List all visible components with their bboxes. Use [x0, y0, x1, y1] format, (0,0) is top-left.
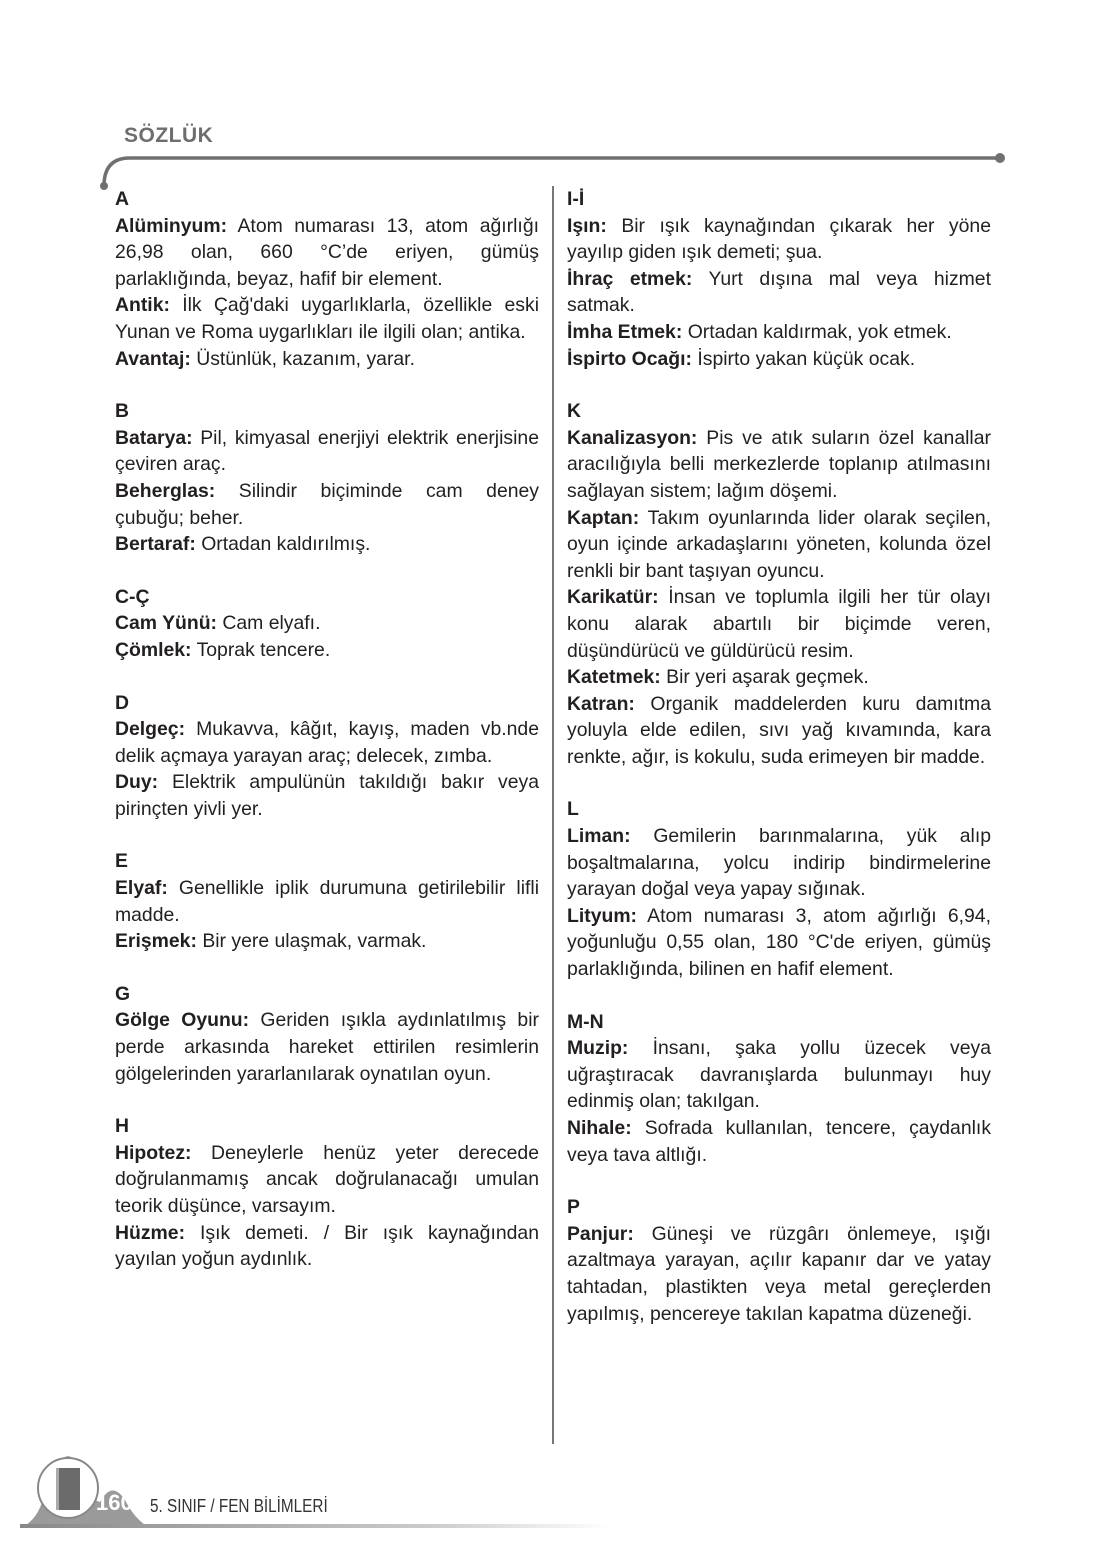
entry-definition: Gemilerin barınmalarına, yük alıp boşaltmalarına, yolcu indirip bindirmelerine yarayan doğal veya yapay sığınak. — [567, 825, 991, 901]
footer-rule — [20, 1524, 610, 1528]
glossary-entry — [567, 1221, 991, 1327]
entry-definition: İlk Çağ'daki uygarlıklarla, özellikle eski Yunan ve Roma uygarlıkları ile ilgili olan; antika. — [115, 294, 540, 343]
glossary-entry — [115, 928, 539, 955]
entry-definition: İnsan ve toplumla ilgili her tür olayı konu alarak abartılı bir biçimde veren, düşündürücü ve güldürücü resim. — [567, 586, 991, 662]
entry-term: Alüminyum: — [115, 214, 228, 237]
left-column — [115, 186, 539, 1299]
glossary-entry — [115, 425, 539, 478]
entry-term: İspirto Ocağı: — [567, 347, 692, 370]
glossary-entry — [567, 319, 991, 346]
entry-definition: Takım oyunlarında lider olarak seçilen, oyun içinde arkadaşlarını yöneten, kolunda özel renkli bir bant taşıyan oyuncu. — [567, 506, 991, 582]
section-letter: P — [567, 1196, 580, 1219]
glossary-entry — [115, 213, 539, 293]
glossary-entry — [567, 1115, 991, 1168]
glossary-entry — [567, 505, 991, 585]
letter-section — [115, 584, 539, 664]
entry-definition: Toprak tencere. — [196, 638, 331, 661]
glossary-entry — [567, 691, 991, 771]
entry-definition: Genellikle iplik durumuna getirilebilir lifli madde. — [115, 877, 540, 926]
header-rule — [0, 0, 1106, 200]
section-letter: E — [115, 850, 128, 873]
section-letter: C-Ç — [115, 585, 150, 608]
course-label: 5. SINIF / FEN BİLİMLERİ — [150, 1496, 328, 1516]
entry-definition: İspirto yakan küçük ocak. — [697, 347, 916, 370]
entry-definition: Ortadan kaldırılmış. — [201, 533, 371, 556]
entry-term: Hüzme: — [115, 1221, 186, 1244]
entry-term: Delgeç: — [115, 718, 186, 741]
letter-section — [115, 981, 539, 1087]
entry-definition: Atom numarası 3, atom ağırlığı 6,94, yoğunluğu 0,55 olan, 180 °C'de eriyen, gümüş parlaklığında, bilinen en hafif element. — [567, 904, 991, 981]
glossary-entry — [115, 637, 539, 664]
entry-definition: Cam elyafı. — [222, 612, 321, 635]
page-title: SÖZLÜK — [124, 124, 214, 147]
page-number: 160 — [96, 1490, 133, 1515]
glossary-entry — [115, 610, 539, 637]
entry-term: Muzip: — [567, 1037, 629, 1060]
glossary-entry — [567, 346, 991, 373]
letter-section — [115, 1113, 539, 1273]
glossary-entry — [567, 823, 991, 903]
entry-term: Karikatür: — [567, 586, 659, 609]
glossary-entry — [567, 1035, 991, 1115]
entry-definition: Bir ışık kaynağından çıkarak her yöne yayılıp giden ışık demeti; şua. — [567, 214, 991, 264]
entry-definition: Ortadan kaldırmak, yok etmek. — [687, 320, 952, 343]
entry-term: Beherglas: — [115, 479, 216, 502]
glossary-entry — [115, 716, 539, 769]
entry-term: Gölge Oyunu: — [115, 1009, 250, 1032]
entry-definition: Üstünlük, kazanım, yarar. — [196, 347, 415, 370]
section-letter: D — [115, 691, 130, 714]
entry-term: Kaptan: — [567, 506, 640, 529]
entry-term: Katran: — [567, 692, 635, 715]
entry-definition: Geriden ışıkla aydınlatılmış bir perde arkasında hareket ettirilen resimlerin gölgelerinden yararlanılarak oynatılan oyun. — [115, 1009, 539, 1085]
entry-definition: Yurt dışına mal veya hizmet satmak. — [567, 267, 991, 317]
entry-definition: Pis ve atık suların özel kanallar aracılığıyla belli merkezlerde toplanıp atılmasını sağlayan sistem; lağım döşemi. — [567, 426, 991, 502]
entry-term: Liman: — [567, 825, 631, 848]
entry-term: Antik: — [115, 294, 170, 317]
entry-term: Kanalizasyon: — [567, 426, 698, 449]
entry-definition: Organik maddelerden kuru damıtma yoluyla elde edilen, sıvı yağ kıvamında, kara renkte, ağır, is kokulu, suda erimeyen bir madde. — [567, 692, 991, 768]
glossary-entry — [567, 903, 991, 983]
glossary-entry — [567, 266, 991, 319]
entry-term: Batarya: — [115, 426, 193, 449]
entry-term: Çömlek: — [115, 638, 192, 661]
glossary-entry — [115, 769, 539, 822]
entry-definition: Işık demeti. / Bir ışık kaynağından yayılan yoğun aydınlık. — [115, 1221, 539, 1271]
right-column — [567, 186, 991, 1353]
letter-section — [567, 186, 991, 372]
letter-section — [115, 690, 539, 823]
section-letter: A — [115, 188, 130, 210]
glossary-entry — [567, 664, 991, 691]
entry-definition: Deneylerle henüz yeter derecede doğrulanmamış ancak doğrulanacağı umulan teorik düşünce, varsayım. — [115, 1141, 540, 1217]
entry-definition: Atom numarası 13, atom ağırlığı 26,98 olan, 660 °C’de eriyen, gümüş parlaklığında, beyaz, hafif bir element. — [115, 214, 539, 290]
entry-definition: Elektrik ampulünün takıldığı bakır veya pirinçten yivli yer. — [115, 771, 539, 820]
glossary-entry — [567, 584, 991, 664]
letter-section — [567, 398, 991, 770]
entry-definition: Bir yere ulaşmak, varmak. — [202, 930, 427, 953]
entry-term: Katetmek: — [567, 666, 661, 689]
glossary-entry — [115, 875, 539, 928]
glossary-entry — [115, 1007, 539, 1087]
letter-section — [567, 1194, 991, 1327]
entry-definition: Bir yeri aşarak geçmek. — [666, 666, 869, 689]
letter-section — [567, 1009, 991, 1169]
column-divider — [552, 186, 554, 1444]
section-letter: M-N — [567, 1010, 604, 1033]
entry-term: Nihale: — [567, 1117, 632, 1139]
glossary-entry — [567, 425, 991, 505]
entry-definition: Güneşi ve rüzgârı önlemeye, ışığı azaltmaya yarayan, açılır kapanır dar ve yatay tahtadan, plastikten veya metal gereçlerden yapılmış, pencereye takılan kapatma düzeneği. — [567, 1222, 991, 1325]
entry-term: Panjur: — [567, 1222, 634, 1245]
entry-term: Duy: — [115, 771, 159, 794]
section-letter: I-İ — [567, 188, 585, 210]
glossary-entry — [115, 346, 539, 373]
entry-definition: Silindir biçiminde cam deney çubuğu; beher. — [115, 479, 540, 529]
entry-term: İmha Etmek: — [567, 320, 683, 343]
entry-definition: İnsanı, şaka yollu üzecek veya uğraştıracak davranışlarda bulunmayı huy edinmiş olan; takılgan. — [567, 1037, 991, 1113]
entry-term: Işın: — [567, 214, 607, 237]
glossary-entry — [115, 1220, 539, 1273]
glossary-entry — [567, 213, 991, 266]
entry-term: Elyaf: — [115, 877, 168, 900]
letter-section — [115, 398, 539, 558]
entry-term: İhraç etmek: — [567, 267, 693, 290]
letter-section — [115, 186, 539, 372]
entry-term: Erişmek: — [115, 930, 197, 953]
entry-term: Cam Yünü: — [115, 612, 217, 635]
glossary-entry — [115, 292, 539, 345]
entry-term: Hipotez: — [115, 1141, 192, 1164]
section-letter: L — [567, 798, 579, 821]
entry-definition: Mukavva, kâğıt, kayış, maden vb.nde delik açmaya yarayan araç; delecek, zımba. — [115, 718, 539, 767]
section-letter: B — [115, 400, 130, 423]
entry-definition: Pil, kimyasal enerjiyi elektrik enerjisine çeviren araç. — [115, 426, 539, 476]
section-letter: G — [115, 982, 131, 1005]
entry-definition: Sofrada kullanılan, tencere, çaydanlık veya tava altlığı. — [567, 1117, 992, 1166]
entry-term: Bertaraf: — [115, 533, 196, 556]
entry-term: Avantaj: — [115, 347, 191, 370]
glossary-entry — [115, 478, 539, 531]
letter-section — [115, 848, 539, 954]
glossary-entry — [115, 531, 539, 558]
glossary-entry — [115, 1140, 539, 1220]
section-letter: K — [567, 400, 582, 423]
entry-term: Lityum: — [567, 904, 638, 927]
letter-section — [567, 796, 991, 982]
section-letter: H — [115, 1115, 130, 1138]
